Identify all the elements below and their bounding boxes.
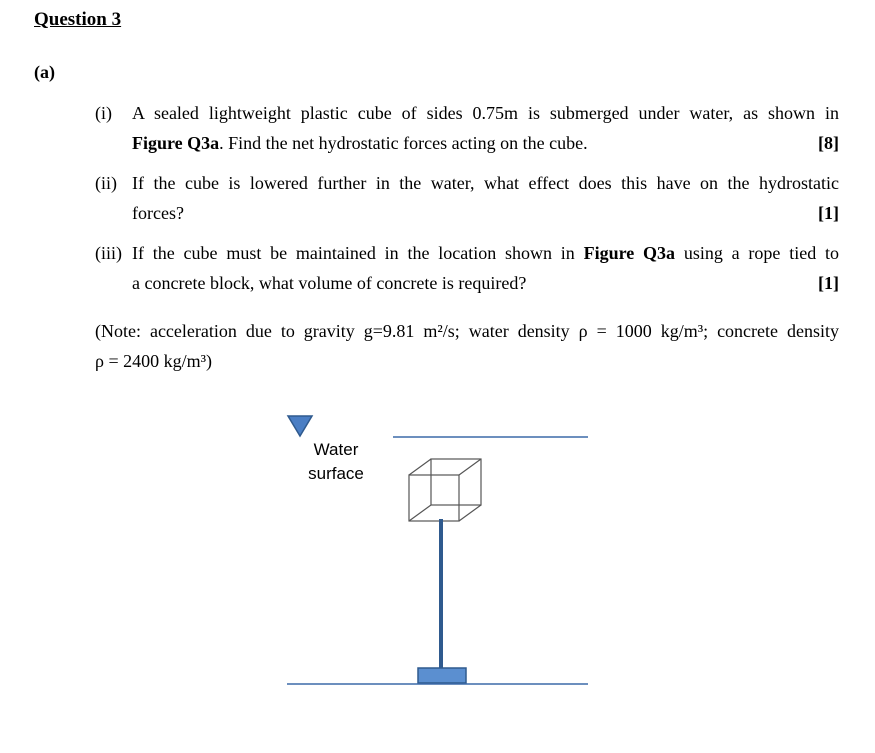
item-text-post: using a rope tied to <box>675 243 839 263</box>
question-heading: Question 3 <box>34 9 122 30</box>
item-text-rest: a concrete block, what volume of concrete is required? <box>132 273 527 293</box>
item-text-rest: forces? <box>132 203 184 223</box>
item-number: (iii) <box>95 243 122 263</box>
item-number: (ii) <box>95 173 117 193</box>
water-surface-label <box>305 438 367 486</box>
figure-reference: Figure Q3a <box>583 243 676 263</box>
note-line2: ρ = 2400 kg/m³) <box>95 351 213 371</box>
item-text-line1: If the cube is lowered further in the water, what effect does this have on the hydrostatic <box>132 173 839 193</box>
marks-badge: [1] <box>818 203 839 223</box>
concrete-block <box>418 668 466 683</box>
cube <box>409 459 481 521</box>
note-line1: (Note: acceleration due to gravity g=9.81 m²/s; water density ρ = 1000 kg/m³; concrete density <box>95 321 839 341</box>
water-surface-marker-icon <box>288 416 312 436</box>
item-text-rest: . Find the net hydrostatic forces acting on the cube. <box>219 133 588 153</box>
marks-badge: [8] <box>818 133 839 153</box>
marks-badge: [1] <box>818 273 839 293</box>
part-label: (a) <box>34 62 55 82</box>
water-label-line2: surface <box>308 464 364 483</box>
item-text-line1: A sealed lightweight plastic cube of sides 0.75m is submerged under water, as shown in <box>132 103 839 123</box>
water-label-line1: Water <box>313 440 359 459</box>
item-number: (i) <box>95 103 112 123</box>
item-text-pre: If the cube must be maintained in the location shown in <box>132 243 584 263</box>
figure-reference: Figure Q3a <box>132 133 220 153</box>
